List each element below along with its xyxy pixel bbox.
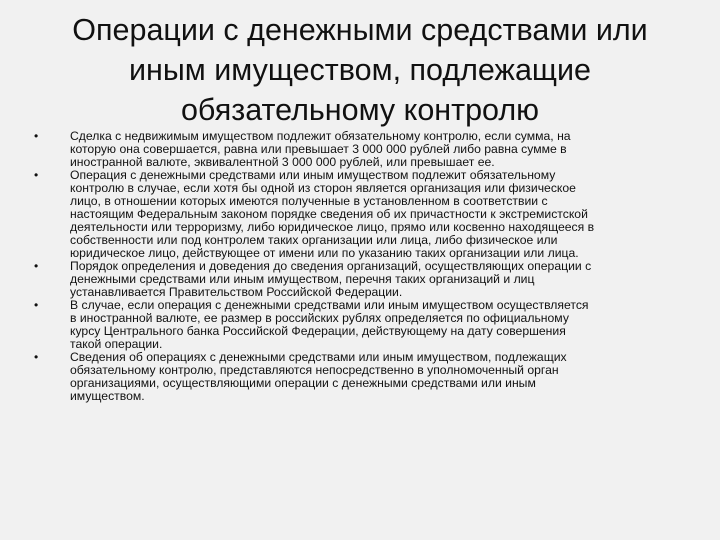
bullet-line: лицо, в отношении которых имеются полученные в установленном в соответствии с bbox=[70, 194, 548, 208]
bullet-line: юридическое лицо, действующее от имени или по указанию таких организации или лица. bbox=[70, 246, 579, 260]
title-line-1: Операции с денежными средствами или bbox=[72, 13, 648, 47]
bullet-marker-icon: • bbox=[34, 298, 39, 312]
bullet-item-3 bbox=[0, 260, 720, 299]
bullet-line: настоящим Федеральным законом порядке сведения об их причастности к экстремистской bbox=[70, 207, 588, 221]
bullet-line: курсу Центрального банка Российской Федерации, действующему на дату совершения bbox=[70, 324, 566, 338]
bullet-line: денежными средствами или иным имуществом, перечня таких организаций и лиц bbox=[70, 272, 535, 286]
bullet-marker-icon: • bbox=[34, 168, 39, 182]
bullet-line: устанавливается Правительством Российской Федерации. bbox=[70, 285, 403, 299]
bullet-line: контролю в случае, если хотя бы одной из сторон является организация или физическое bbox=[70, 181, 576, 195]
bullet-list bbox=[0, 130, 720, 403]
bullet-line: которую она совершается, равна или превышает 3 000 000 рублей либо равна сумме в bbox=[70, 142, 567, 156]
bullet-line: собственности или под контролем таких организации или лица, либо физическое или bbox=[70, 233, 558, 247]
bullet-line: организациями, осуществляющими операции с денежными средствами или иным bbox=[70, 376, 536, 390]
title-line-2: иным имуществом, подлежащие bbox=[129, 53, 591, 87]
bullet-text bbox=[70, 299, 680, 351]
bullet-line: обязательному контролю, представляются непосредственно в уполномоченный орган bbox=[70, 363, 559, 377]
bullet-line: деятельности или терроризму, либо юридическое лицо, прямо или косвенно находящееся в bbox=[70, 220, 595, 234]
bullet-line: Порядок определения и доведения до сведения организаций, осуществляющих операции с bbox=[70, 259, 592, 273]
bullet-item-2 bbox=[0, 169, 720, 260]
bullet-item-4 bbox=[0, 299, 720, 351]
bullet-line: Сделка с недвижимым имуществом подлежит обязательному контролю, если сумма, на bbox=[70, 129, 571, 143]
bullet-item-1 bbox=[0, 130, 720, 169]
bullet-line: Операция с денежными средствами или иным имуществом подлежит обязательному bbox=[70, 168, 556, 182]
bullet-line: имуществом. bbox=[70, 389, 145, 403]
bullet-item-5 bbox=[0, 351, 720, 403]
title-line-3: обязательному контролю bbox=[180, 93, 540, 127]
bullet-line: В случае, если операция с денежными средствами или иным имуществом осуществляется bbox=[70, 298, 589, 312]
bullet-marker-icon: • bbox=[34, 259, 39, 273]
bullet-line: такой операции. bbox=[70, 337, 163, 351]
bullet-text bbox=[70, 169, 680, 260]
bullet-line: в иностранной валюте, ее размер в российских рублях определяется по официальному bbox=[70, 311, 569, 325]
bullet-line: иностранной валюте, эквивалентной 3 000 000 рублей, или превышает ее. bbox=[70, 155, 495, 169]
bullet-text bbox=[70, 260, 680, 299]
bullet-text bbox=[70, 351, 680, 403]
bullet-marker-icon: • bbox=[34, 350, 39, 364]
bullet-marker-icon: • bbox=[34, 129, 39, 143]
slide-title bbox=[40, 10, 680, 130]
bullet-line: Сведения об операциях с денежными средствами или иным имуществом, подлежащих bbox=[70, 350, 567, 364]
bullet-text bbox=[70, 130, 680, 169]
